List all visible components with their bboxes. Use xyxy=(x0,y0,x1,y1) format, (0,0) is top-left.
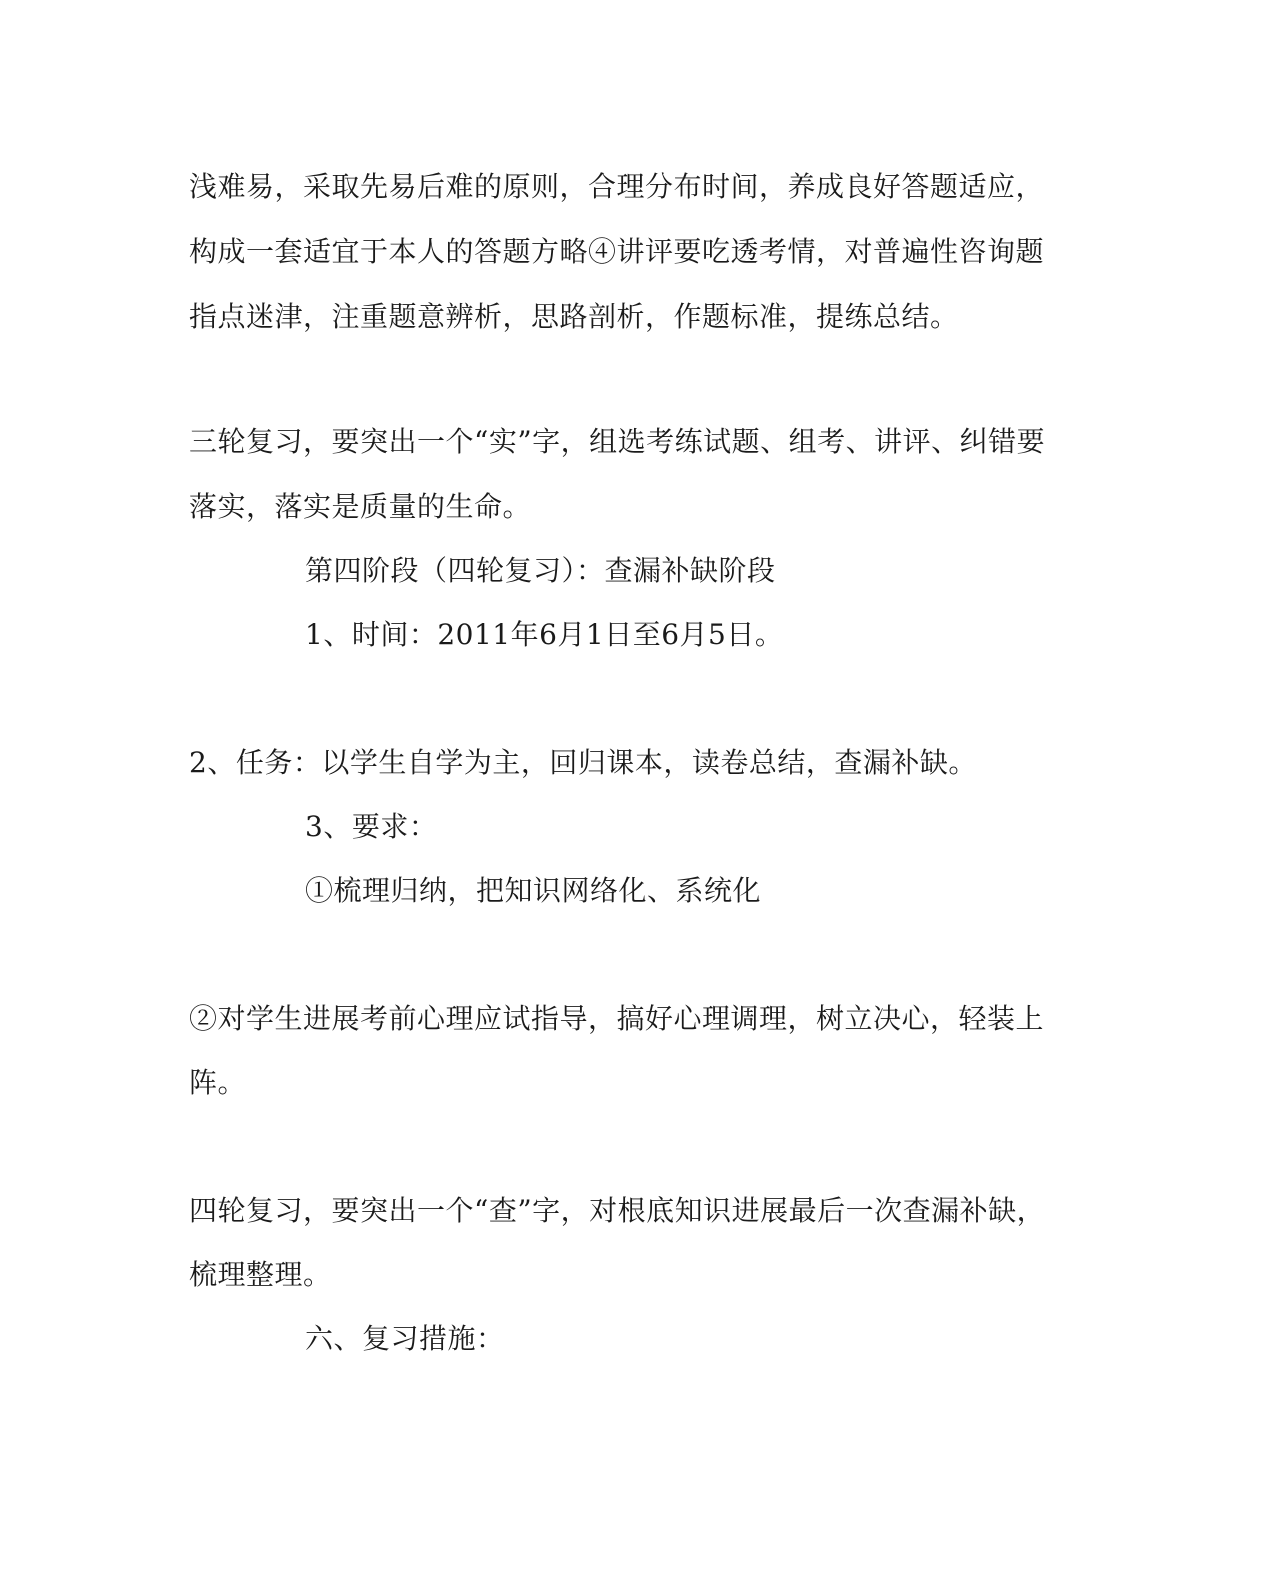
paragraph-line: 浅难易，采取先易后难的原则，合理分布时间，养成良好答题适应， xyxy=(189,170,1045,203)
paragraph-line: 三轮复习，要突出一个“实”字，组选考练试题、组考、讲评、纠错要 xyxy=(189,425,1046,458)
paragraph-line: 指点迷津，注重题意辨析，思路剖析，作题标准，提练总结。 xyxy=(189,300,959,333)
list-item: ①梳理归纳，把知识网络化、系统化 xyxy=(305,874,762,907)
list-item: 1、时间：2011年6月1日至6月5日。 xyxy=(305,618,784,651)
paragraph-line: 阵。 xyxy=(189,1066,247,1099)
list-item: ②对学生进展考前心理应试指导，搞好心理调理，树立决心，轻装上 xyxy=(189,1002,1045,1035)
paragraph-line: 梳理整理。 xyxy=(189,1258,332,1291)
list-item: 2、任务：以学生自学为主，回归课本，读卷总结，查漏补缺。 xyxy=(189,746,977,779)
section-heading: 六、复习措施： xyxy=(305,1322,505,1355)
section-heading: 第四阶段（四轮复习）：查漏补缺阶段 xyxy=(305,554,776,587)
paragraph-line: 构成一套适宜于本人的答题方略④讲评要吃透考情，对普遍性咨询题 xyxy=(189,235,1045,268)
list-item: 3、要求： xyxy=(305,810,438,843)
paragraph-line: 四轮复习，要突出一个“查”字，对根底知识进展最后一次查漏补缺， xyxy=(189,1194,1046,1227)
paragraph-line: 落实，落实是质量的生命。 xyxy=(189,490,532,523)
